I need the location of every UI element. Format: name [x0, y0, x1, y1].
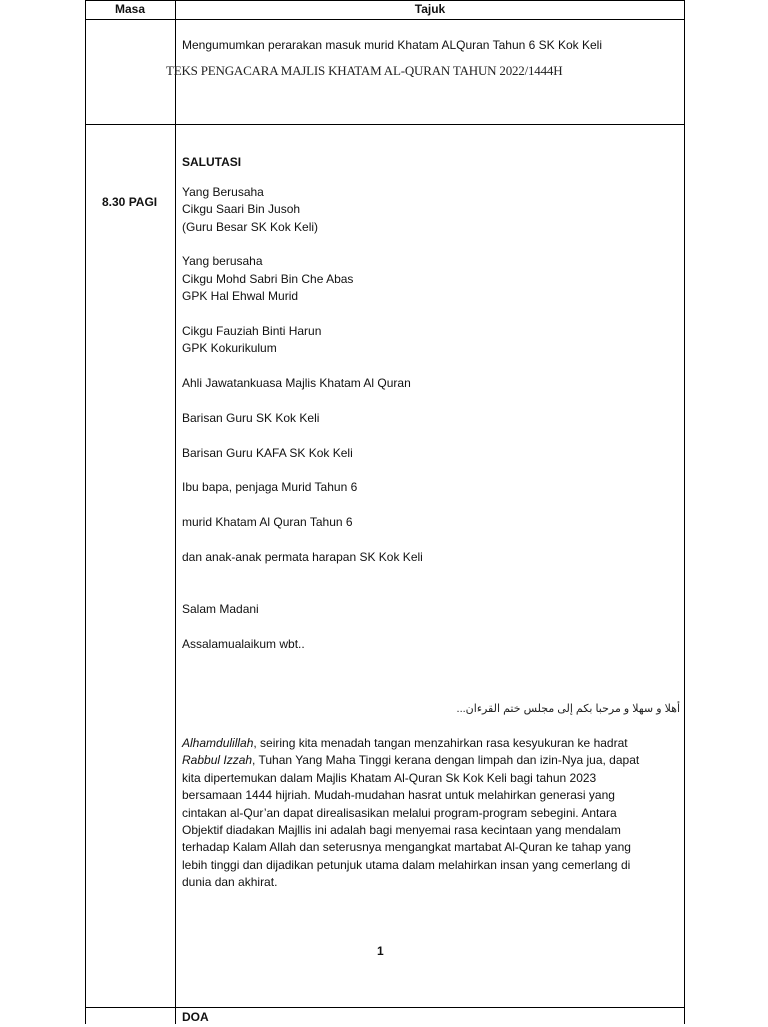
salutation-line: GPK Kokurikulum: [182, 341, 277, 355]
salutation-line: (Guru Besar SK Kok Keli): [182, 220, 319, 234]
alhamdulillah-italic: Alhamdulillah: [182, 736, 254, 750]
opening-paragraph: [182, 735, 642, 892]
salutation-line: GPK Hal Ehwal Murid: [182, 289, 299, 303]
rabbul-izzah-italic: Rabbul Izzah: [182, 753, 253, 768]
column-header-masa: Masa: [114, 2, 146, 16]
salutation-line: dan anak-anak permata harapan SK Kok Keli: [182, 550, 423, 564]
salutation-line: Yang berusaha: [182, 254, 263, 268]
salam-madani: Salam Madani: [182, 602, 259, 616]
table-border-right: [684, 0, 685, 1024]
salutation-line: Ibu bapa, penjaga Murid Tahun 6: [182, 480, 358, 494]
salutation-line: Yang Berusaha: [182, 185, 264, 199]
salutation-line: murid Khatam Al Quran Tahun 6: [182, 515, 353, 529]
salutation-line: Cikgu Mohd Sabri Bin Che Abas: [182, 272, 354, 286]
salutation-line: Ahli Jawatankuasa Majlis Khatam Al Quran: [182, 376, 411, 390]
announcement-text: Mengumumkan perarakan masuk murid Khatam ALQuran Tahun 6 SK Kok Keli: [182, 38, 602, 52]
page-number: 1: [377, 944, 384, 958]
paragraph-text: , Tuhan Yang Maha Tinggi kerana dengan limpah dan izin-Nya jua, dapat kita dipertemukan dalam Majlis Khatam Al-Quran Sk Kok Keli bagi tahun 2023 bersamaan 1444 hijriah. Mudah-mudahan hasrat untuk melahirkan generasi yang cintakan al-Qur’an dapat direalisasikan melalui program-program sebegini. Antara Objektif diadakan Majllis ini adalah bagi menyemai rasa kecintaan yang mendalam terhadap Kalam Allah dan seterusnya mengangkat martabat Al-Quran ke tahap yang lebih tinggi dan dijadikan petunjuk utama dalam melahirkan insan yang cemerlang di dunia dan akhirat.: [182, 753, 640, 890]
document-title-overlay: TEKS PENGACARA MAJLIS KHATAM AL-QURAN TAHUN 2022/1444H: [166, 63, 563, 78]
salutation-line: Barisan Guru SK Kok Keli: [182, 411, 320, 425]
salutation-line: Barisan Guru KAFA SK Kok Keli: [182, 446, 353, 460]
arabic-greeting: أهلا و سهلا و مرحبا بكم إلى مجلس ختم القرءان...: [456, 703, 680, 715]
salutasi-heading: SALUTASI: [182, 155, 242, 169]
doa-heading: DOA: [182, 1010, 209, 1024]
salutation-line: Cikgu Saari Bin Jusoh: [182, 202, 301, 216]
column-header-tajuk: Tajuk: [414, 2, 446, 16]
paragraph-text: , seiring kita menadah tangan menzahirkan rasa kesyukuran ke hadrat: [253, 736, 628, 750]
assalamualaikum: Assalamualaikum wbt..: [182, 637, 305, 651]
time-cell: 8.30 PAGI: [102, 195, 158, 209]
table-border-left: [85, 0, 86, 1024]
salutation-line: Cikgu Fauziah Binti Harun: [182, 324, 322, 338]
column-divider: [175, 0, 176, 1024]
